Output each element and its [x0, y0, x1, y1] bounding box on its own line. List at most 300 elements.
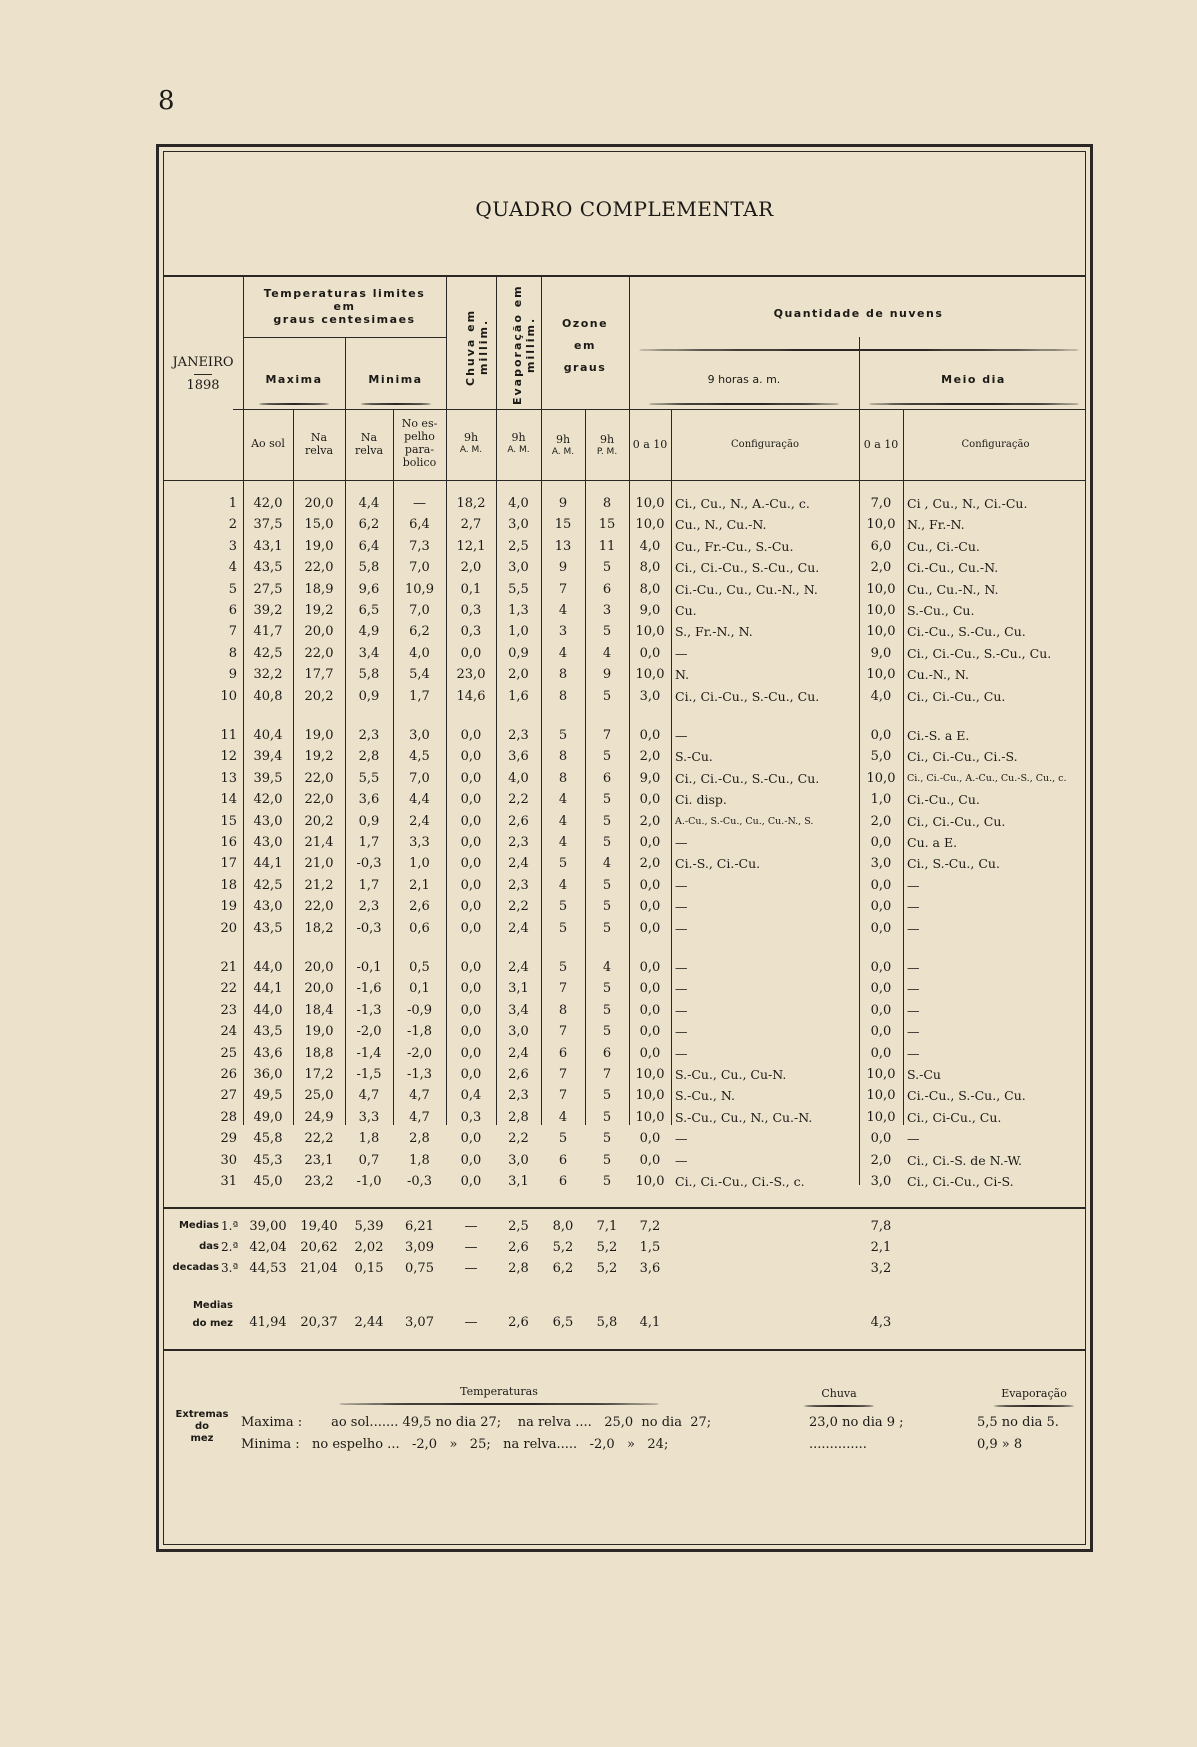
cloud-config-cell: Cu. a E.: [907, 835, 958, 850]
value-cell: -2,0: [356, 1024, 382, 1040]
summary-value: 21,04: [300, 1261, 338, 1276]
cloud-config-cell: Ci , Cu., N., Ci.-Cu.: [907, 496, 1028, 511]
value-cell: 1,3: [508, 603, 529, 618]
value-cell: 49,5: [253, 1088, 283, 1104]
day-cell: 22: [220, 981, 237, 997]
value-cell: 4: [558, 813, 568, 829]
value-cell: 0,0: [460, 856, 482, 872]
summary-value: 7,2: [639, 1219, 661, 1234]
value-cell: 10,0: [866, 517, 896, 533]
value-cell: 5,8: [358, 560, 380, 576]
value-cell: 10,0: [635, 1088, 665, 1104]
value-cell: 18,9: [304, 581, 334, 597]
value-cell: 5: [602, 1002, 612, 1018]
value-cell: 2,8: [358, 749, 380, 765]
value-cell: 0,0: [639, 899, 661, 915]
value-cell: 8,0: [639, 581, 661, 597]
value-cell: 2,2: [508, 792, 529, 808]
extremas-label: Extremas: [175, 1409, 229, 1420]
value-cell: 2,6: [409, 899, 430, 915]
value-cell: 6,0: [870, 538, 892, 554]
value-cell: 3,6: [508, 749, 529, 765]
value-cell: 4,4: [409, 792, 430, 808]
summary-value: 0,75: [405, 1261, 434, 1276]
value-cell: 0,0: [460, 899, 482, 915]
temp-group-header: Temperaturas limites: [263, 287, 426, 300]
evap-min: 0,9 » 8: [977, 1437, 1023, 1452]
day-cell: 29: [220, 1131, 237, 1147]
day-cell: 19: [220, 899, 237, 915]
cloud-config-cell: Ci., Ci.-Cu., S.-Cu., Cu.: [907, 645, 1052, 661]
value-cell: 10,0: [866, 667, 896, 683]
value-cell: 5,8: [358, 667, 380, 683]
value-cell: 4: [558, 603, 568, 618]
value-cell: 0,6: [409, 920, 430, 936]
value-cell: 6,5: [358, 603, 380, 618]
value-cell: 17,7: [304, 667, 334, 683]
value-cell: 0,0: [460, 960, 482, 975]
value-cell: 3: [602, 603, 612, 618]
chuva-max: 23,0 no dia 9 ;: [809, 1415, 904, 1430]
value-cell: 3,0: [508, 517, 529, 533]
value-cell: -1,3: [356, 1002, 382, 1018]
value-cell: 43,0: [253, 899, 283, 915]
value-cell: 4,0: [639, 538, 661, 554]
value-cell: 11: [598, 538, 616, 554]
value-cell: 5: [602, 560, 612, 576]
value-cell: 5: [558, 1131, 568, 1147]
summary-value: —: [464, 1219, 478, 1234]
value-cell: 2,2: [508, 899, 529, 915]
value-cell: 2,0: [460, 560, 482, 576]
value-cell: 2,8: [409, 1131, 430, 1147]
value-cell: 10,0: [635, 624, 665, 640]
day-cell: 7: [228, 624, 237, 640]
cloud-config-cell: S., Fr.-N., N.: [675, 624, 753, 640]
cloud-config-cell: Ci., Ci.-Cu., S.-Cu., Cu.: [675, 770, 820, 786]
day-cell: 10: [220, 688, 237, 704]
value-cell: 0,0: [460, 770, 482, 786]
value-cell: 1,0: [409, 856, 430, 872]
value-cell: 40,8: [253, 688, 283, 704]
cloud-config-cell: Ci., Ci.-Cu., Cu.: [907, 688, 1006, 704]
value-cell: 2,6: [508, 1067, 529, 1082]
value-cell: 8: [602, 496, 612, 511]
value-cell: 4: [602, 856, 612, 872]
cloud-config-cell: Ci.-Cu., Cu.: [907, 792, 980, 808]
ozone-9h-am: 9h: [555, 433, 571, 446]
table-title: QUADRO COMPLEMENTAR: [475, 197, 774, 221]
summary-value: 2,5: [508, 1219, 529, 1234]
day-cell: 5: [228, 581, 237, 597]
value-cell: 10,0: [635, 1174, 665, 1189]
value-cell: 10,0: [866, 1109, 896, 1125]
cloud-config-cell: S.-Cu., Cu.: [907, 603, 975, 618]
value-cell: 13: [554, 538, 572, 554]
value-cell: 4,0: [508, 770, 529, 786]
value-cell: 3,6: [358, 792, 380, 808]
summary-value: 3,09: [405, 1240, 434, 1255]
value-cell: 24,9: [304, 1109, 334, 1125]
value-cell: 2,4: [508, 1045, 529, 1061]
value-cell: 7: [558, 581, 568, 597]
month-label: JANEIRO: [172, 355, 234, 370]
value-cell: 0,0: [460, 1045, 482, 1061]
cloud-config-cell: Cu., Fr.-Cu., S.-Cu.: [675, 538, 794, 554]
summary-value: 2,6: [508, 1240, 529, 1255]
value-cell: 0,0: [460, 877, 482, 893]
cloud-config-cell: —: [675, 835, 688, 850]
day-cell: 26: [220, 1067, 237, 1082]
value-cell: 2,8: [508, 1109, 529, 1125]
value-cell: 8,0: [639, 560, 661, 576]
ao-sol-header: Ao sol: [251, 437, 285, 450]
value-cell: -0,3: [406, 1174, 433, 1189]
value-cell: 1,0: [508, 624, 529, 640]
nove-horas-header: 9 horas a. m.: [707, 373, 781, 386]
value-cell: 9,6: [358, 581, 380, 597]
value-cell: 1,7: [358, 877, 380, 893]
value-cell: 43,5: [253, 1024, 283, 1040]
mez-label: do mez: [192, 1318, 233, 1329]
value-cell: 5: [558, 920, 568, 936]
cloud-config-cell: S.-Cu: [907, 1067, 941, 1082]
year-label: 1898: [186, 378, 220, 393]
ozone-header: Ozone: [561, 317, 609, 330]
value-cell: 0,5: [409, 960, 430, 975]
value-cell: 4,7: [358, 1088, 380, 1104]
value-cell: 2,6: [508, 813, 529, 829]
value-cell: -0,3: [356, 856, 382, 872]
value-cell: 44,1: [253, 856, 283, 872]
summary-value: 20,37: [300, 1315, 338, 1330]
value-cell: 0,0: [639, 835, 661, 850]
value-cell: 20,0: [304, 496, 334, 511]
decadas-label: decadas: [172, 1262, 219, 1273]
value-cell: 43,0: [253, 835, 283, 850]
extremas-evap-header: Evaporação: [1001, 1387, 1067, 1400]
value-cell: 5: [558, 728, 568, 743]
day-cell: 30: [220, 1152, 237, 1168]
cloud-config-cell: Cu., Ci.-Cu.: [907, 538, 980, 554]
cloud-config-cell: Ci., Ci.-Cu., Cu.: [907, 813, 1006, 829]
value-cell: 42,0: [253, 792, 283, 808]
value-cell: 4,5: [409, 749, 430, 765]
cloud-config-cell: S.-Cu.: [675, 749, 713, 765]
value-cell: 0,0: [460, 1152, 482, 1168]
value-cell: 19,0: [304, 538, 334, 554]
cloud-config-cell: —: [907, 1045, 920, 1061]
value-cell: 0,0: [639, 1045, 661, 1061]
value-cell: 6: [558, 1152, 568, 1168]
value-cell: 20,0: [304, 960, 334, 975]
value-cell: 0,0: [639, 877, 661, 893]
value-cell: 42,5: [253, 645, 283, 661]
value-cell: 2,5: [508, 538, 529, 554]
value-cell: 10,0: [866, 603, 896, 618]
day-cell: 8: [228, 645, 237, 661]
value-cell: 0,0: [870, 877, 892, 893]
value-cell: 0,3: [460, 1109, 482, 1125]
value-cell: 7: [558, 981, 568, 997]
value-cell: 4,4: [358, 496, 380, 511]
value-cell: 2,3: [358, 728, 380, 743]
value-cell: 12,1: [456, 538, 486, 554]
value-cell: 5: [602, 1152, 612, 1168]
summary-value: 1,5: [639, 1240, 661, 1255]
decada-ordinal: 2.ª: [221, 1240, 239, 1254]
day-cell: 25: [220, 1045, 237, 1061]
value-cell: 3,4: [508, 1002, 529, 1018]
value-cell: 0,0: [460, 792, 482, 808]
value-cell: 3,0: [870, 1174, 892, 1189]
value-cell: 0,0: [870, 981, 892, 997]
value-cell: 20,0: [304, 981, 334, 997]
cloud-config-cell: —: [675, 960, 688, 975]
value-cell: 9,0: [870, 645, 892, 661]
value-cell: 2,0: [508, 667, 529, 683]
value-cell: 1,6: [508, 688, 529, 704]
value-cell: 43,6: [253, 1045, 283, 1061]
value-cell: 45,0: [253, 1174, 283, 1189]
summary-value: 4,1: [639, 1315, 661, 1330]
value-cell: 4,0: [508, 496, 529, 511]
value-cell: 15: [554, 517, 572, 533]
value-cell: 1,8: [409, 1152, 430, 1168]
value-cell: 5: [602, 877, 612, 893]
value-cell: 2,3: [508, 877, 529, 893]
value-cell: 9: [602, 667, 612, 683]
value-cell: 43,0: [253, 813, 283, 829]
cloud-config-cell: Ci., Ci-Cu., Cu.: [907, 1109, 1002, 1125]
value-cell: 39,5: [253, 770, 283, 786]
cloud-config-cell: —: [907, 1131, 920, 1147]
value-cell: 0,0: [639, 1002, 661, 1018]
cloud-config-cell: —: [675, 728, 688, 743]
cloud-config-cell: S.-Cu., Cu., N., Cu.-N.: [675, 1109, 813, 1125]
value-cell: -1,6: [356, 981, 382, 997]
value-cell: 22,2: [304, 1131, 334, 1147]
value-cell: 0,0: [639, 960, 661, 975]
value-cell: 5: [602, 899, 612, 915]
value-cell: 8: [558, 1002, 568, 1018]
chuva-min: ..............: [809, 1437, 867, 1452]
summary-value: 2,02: [354, 1240, 384, 1255]
cloud-config-cell: Ci.-Cu., S.-Cu., Cu.: [907, 624, 1026, 640]
value-cell: 21,4: [304, 835, 334, 850]
value-cell: 0,0: [639, 1024, 661, 1040]
na-relva-min-header: Na: [360, 431, 378, 444]
value-cell: 6: [558, 1174, 568, 1189]
value-cell: 8: [558, 749, 568, 765]
cloud-config-cell: Ci.-Cu., Cu., Cu.-N., N.: [675, 581, 818, 597]
value-cell: 5: [558, 856, 568, 872]
value-cell: 27,5: [253, 581, 283, 597]
cloud-config-cell: Ci., Ci.-Cu., S.-Cu., Cu.: [675, 688, 820, 704]
value-cell: 2,7: [460, 517, 482, 533]
meio-dia-header: Meio dia: [941, 373, 1006, 386]
value-cell: 4: [602, 645, 612, 661]
value-cell: 10,0: [635, 1109, 665, 1125]
cloud-config-cell: —: [907, 960, 920, 975]
decadas-label: das: [199, 1241, 219, 1252]
day-cell: 18: [220, 877, 237, 893]
value-cell: 0,0: [639, 981, 661, 997]
value-cell: 10,0: [866, 770, 896, 786]
summary-value: 44,53: [249, 1261, 287, 1276]
value-cell: 39,2: [253, 603, 283, 618]
value-cell: 5,5: [358, 770, 380, 786]
minima-header: Minima: [368, 373, 423, 386]
value-cell: 9,0: [639, 770, 661, 786]
value-cell: 3: [558, 624, 568, 640]
value-cell: 22,0: [304, 792, 334, 808]
value-cell: 42,0: [253, 496, 283, 511]
day-cell: 15: [220, 813, 237, 829]
summary-value: 6,5: [552, 1315, 574, 1330]
value-cell: 0,0: [639, 920, 661, 936]
value-cell: 5: [602, 1024, 612, 1040]
value-cell: 5: [602, 813, 612, 829]
value-cell: 20,2: [304, 688, 334, 704]
evaporacao-header: Evaporação em millim.: [511, 284, 537, 405]
value-cell: 44,0: [253, 1002, 283, 1018]
maxima-header: Maxima: [265, 373, 323, 386]
value-cell: 2,4: [409, 813, 430, 829]
value-cell: 3,0: [508, 1024, 529, 1040]
day-cell: 4: [228, 560, 237, 576]
value-cell: 0,0: [460, 1174, 482, 1189]
value-cell: 7,0: [409, 770, 430, 786]
value-cell: 10,0: [866, 1067, 896, 1082]
cloud-config-cell: Cu.-N., N.: [907, 667, 969, 683]
value-cell: 2,4: [508, 920, 529, 936]
value-cell: 0,0: [639, 728, 661, 743]
summary-value: 20,62: [300, 1240, 338, 1255]
value-cell: 5: [602, 920, 612, 936]
value-cell: 15,0: [304, 517, 334, 533]
value-cell: 0,0: [639, 645, 661, 661]
value-cell: 6,4: [358, 538, 380, 554]
value-cell: 10,0: [866, 624, 896, 640]
value-cell: 7: [558, 1024, 568, 1040]
value-cell: 7,0: [409, 603, 430, 618]
value-cell: 4: [558, 835, 568, 850]
value-cell: 6,2: [358, 517, 380, 533]
value-cell: 0,9: [358, 813, 380, 829]
value-cell: 41,7: [253, 624, 283, 640]
value-cell: 23,2: [304, 1174, 334, 1189]
summary-value: 19,40: [300, 1219, 338, 1234]
value-cell: 0,3: [460, 603, 482, 618]
value-cell: 3,4: [358, 645, 380, 661]
cloud-config-cell: Cu.: [675, 603, 697, 618]
value-cell: 45,8: [253, 1131, 283, 1147]
value-cell: 2,2: [508, 1131, 529, 1147]
value-cell: 8: [558, 667, 568, 683]
value-cell: 1,7: [409, 688, 430, 704]
value-cell: 5: [602, 1109, 612, 1125]
value-cell: 0,1: [460, 581, 482, 597]
nuvens-am-scale: 0 a 10: [632, 438, 668, 451]
value-cell: 3,1: [508, 981, 529, 997]
value-cell: 10,0: [635, 496, 665, 511]
mez-label: Medias: [192, 1300, 233, 1311]
value-cell: 21,0: [304, 856, 334, 872]
value-cell: 10,0: [866, 1088, 896, 1104]
value-cell: 0,0: [870, 835, 892, 850]
cloud-config-cell: —: [675, 645, 688, 661]
cloud-config-cell: —: [675, 981, 688, 997]
value-cell: 3,0: [409, 728, 430, 743]
value-cell: 37,5: [253, 517, 283, 533]
summary-value: 7,1: [596, 1219, 618, 1234]
value-cell: 22,0: [304, 560, 334, 576]
cloud-config-cell: —: [907, 877, 920, 893]
day-cell: 2: [228, 517, 237, 533]
day-cell: 28: [220, 1109, 237, 1125]
day-cell: 1: [228, 496, 237, 511]
value-cell: 6: [602, 581, 612, 597]
value-cell: 0,0: [460, 1024, 482, 1040]
chuva-header: Chuva em millim.: [464, 308, 490, 386]
value-cell: 5: [602, 835, 612, 850]
value-cell: 8: [558, 770, 568, 786]
value-cell: 2,0: [870, 1152, 892, 1168]
value-cell: 5: [602, 1174, 612, 1189]
value-cell: 2,1: [409, 877, 430, 893]
value-cell: 4,0: [409, 645, 430, 661]
cloud-config-cell: Ci. disp.: [675, 792, 727, 808]
value-cell: 7,3: [409, 538, 430, 554]
value-cell: 0,0: [870, 728, 892, 743]
value-cell: 7,0: [870, 496, 892, 511]
cloud-config-cell: Cu., Cu.-N., N.: [907, 581, 999, 597]
value-cell: 5: [602, 1131, 612, 1147]
value-cell: 19,2: [304, 603, 334, 618]
summary-value: 2,44: [354, 1315, 384, 1330]
nuvens-md-scale: 0 a 10: [863, 438, 899, 451]
summary-value: 6,21: [405, 1219, 434, 1234]
value-cell: 5,4: [409, 667, 430, 683]
day-cell: 12: [220, 749, 237, 765]
day-cell: 31: [220, 1174, 237, 1189]
value-cell: 17,2: [304, 1067, 334, 1082]
value-cell: 0,0: [460, 1131, 482, 1147]
configuracao-md-header: Configuração: [961, 439, 1030, 450]
cloud-config-cell: Ci.-Cu., S.-Cu., Cu.: [907, 1088, 1026, 1104]
value-cell: 3,0: [870, 856, 892, 872]
value-cell: 45,3: [253, 1152, 283, 1168]
value-cell: -1,3: [406, 1067, 433, 1082]
cloud-config-cell: S.-Cu., Cu., Cu-N.: [675, 1067, 787, 1082]
value-cell: 9,0: [639, 603, 661, 618]
value-cell: 4,0: [870, 688, 892, 704]
value-cell: 1,7: [358, 835, 380, 850]
value-cell: 2,4: [508, 960, 529, 975]
value-cell: 3,0: [639, 688, 661, 704]
value-cell: 4,9: [358, 624, 380, 640]
summary-value: 7,8: [870, 1219, 892, 1234]
value-cell: 40,4: [253, 728, 283, 743]
cloud-config-cell: —: [675, 1024, 688, 1040]
value-cell: 10,0: [635, 517, 665, 533]
value-cell: 4: [602, 960, 612, 975]
value-cell: 5: [602, 792, 612, 808]
cloud-config-cell: Ci., Ci.-Cu., Ci.-S., c.: [675, 1174, 805, 1189]
day-cell: 27: [220, 1088, 237, 1104]
value-cell: 3,1: [508, 1174, 529, 1189]
